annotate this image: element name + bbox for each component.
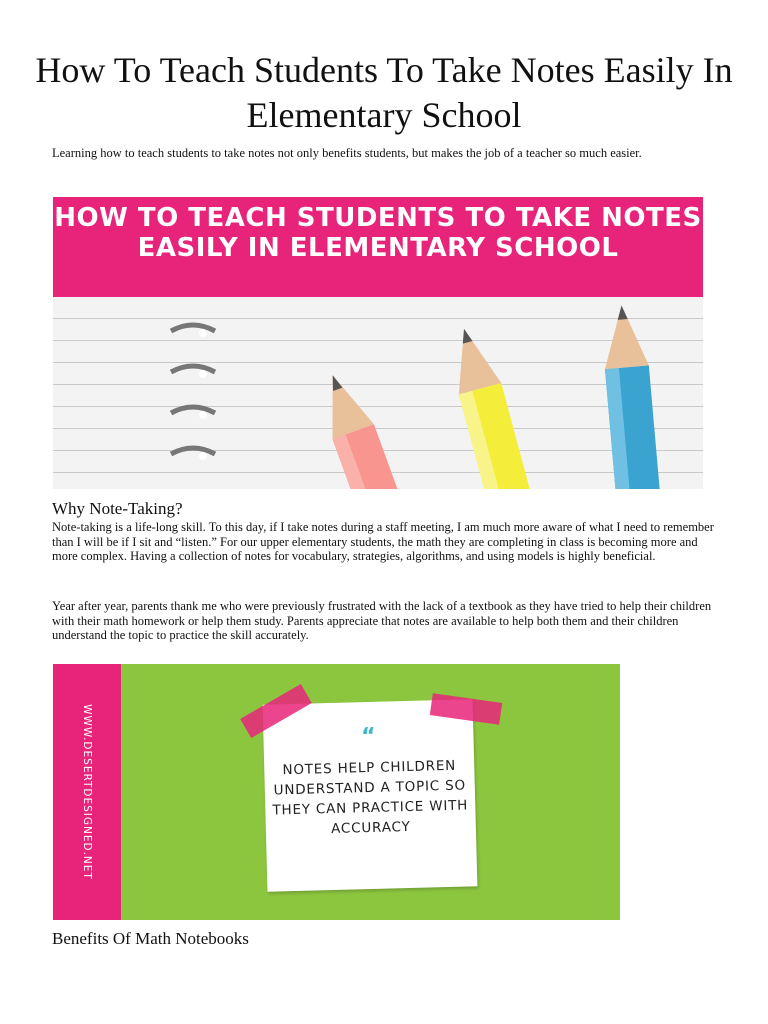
hero-band	[53, 197, 703, 297]
pink-strip	[53, 664, 121, 920]
paragraph-why-1: Note-taking is a life-long skill. To this day, if I take notes during a staff meeting, I am much more aware of what I need to remember than I will be if I sit and “listen.” For our upper elementary students, the math they are completing in class is becoming more and more complex. Having a collection of notes for vocabulary, strategies, algorithms, and using models is highly beneficial.	[52, 520, 714, 563]
page-title: How To Teach Students To Take Notes Easily In Elementary School	[35, 50, 733, 135]
section-heading-why: Why Note-Taking?	[52, 499, 183, 518]
paragraph-why-2: Year after year, parents thank me who were previously frustrated with the lack of a textbook as they have tried to help their children with their math homework or help them study. Parents appreciate that notes are available to help both them and their children understand the topic to practice the skill accurately.	[52, 599, 712, 642]
spiral-binding	[171, 325, 215, 454]
quote-text: NOTES HELP CHILDREN UNDERSTAND A TOPIC SO THEY CAN PRACTICE WITH ACCURACY	[272, 757, 469, 838]
pink-pencil	[312, 368, 415, 489]
notebook-photo	[53, 297, 703, 489]
hero-image	[53, 197, 703, 489]
hero-heading: HOW TO TEACH STUDENTS TO TAKE NOTES EASILY IN ELEMENTARY SCHOOL	[54, 203, 702, 263]
website-url: WWW.DESERTDESIGNED.NET	[81, 704, 93, 880]
pencils-illustration	[53, 297, 703, 489]
sticky-note	[263, 699, 478, 891]
intro-paragraph: Learning how to teach students to take notes not only benefits students, but makes the job of a teacher so much easier.	[52, 146, 642, 160]
quote-graphic	[53, 664, 620, 920]
yellow-pencil	[443, 323, 540, 489]
blue-pencil	[600, 304, 664, 489]
quote-mark-icon: “	[360, 723, 377, 750]
section-heading-benefits: Benefits Of Math Notebooks	[52, 929, 249, 948]
